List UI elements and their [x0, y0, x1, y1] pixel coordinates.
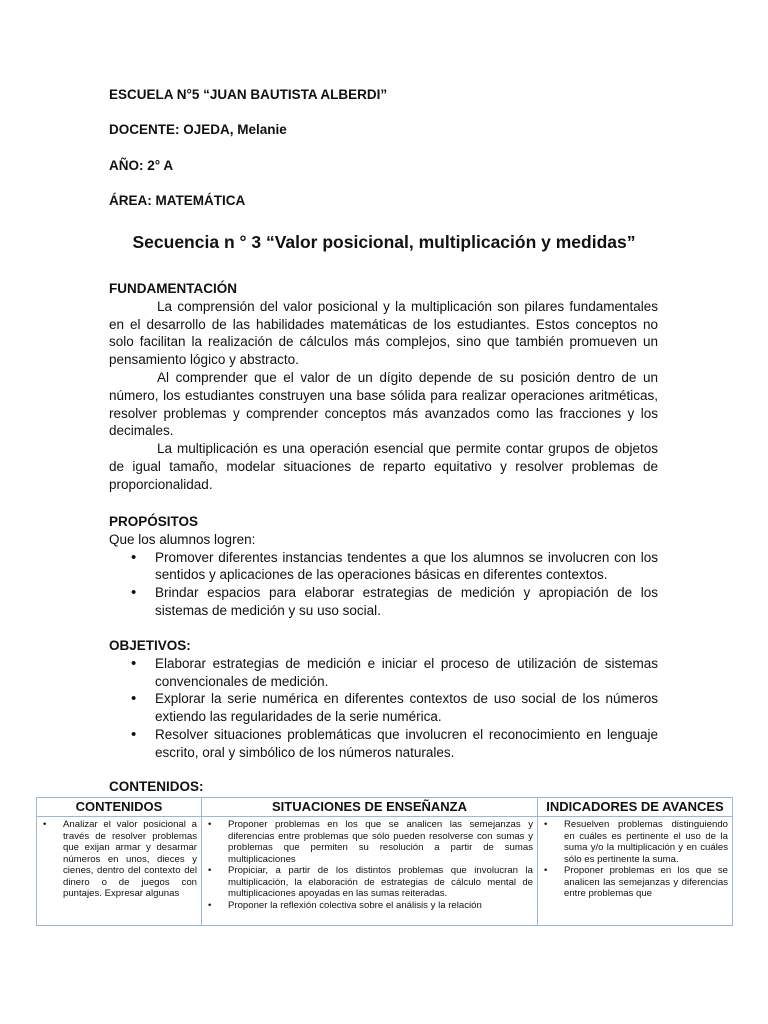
list-item: • Proponer problemas en los que se analicen las semejanzas y diferencias entre problemas que [542, 865, 728, 900]
list-item: • Resuelven problemas distinguiendo en cuáles es pertinente el uso de la suma y/o la multiplicación y en cuáles sólo es pertinente la suma. [542, 819, 728, 865]
list-item: • Explorar la serie numérica en diferentes contextos de uso social de los números extiendo las regularidades de la serie numérica. [109, 690, 658, 726]
list-item: • Brindar espacios para elaborar estrategias de medición y apropiación de los sistemas de medición y su uso social. [109, 584, 658, 620]
fundamentacion-paragraph: La comprensión del valor posicional y la multiplicación son pilares fundamentales en el desarrollo de las habilidades matemáticas de los estudiantes. Estos conceptos no solo facilitan la realización de cálculos más complejos, sino que también promueven un pensamiento lógico y abstracto. [109, 298, 658, 368]
table-cell-indicadores [538, 817, 733, 926]
propositos-intro: Que los alumnos logren: [109, 531, 256, 547]
fundamentacion-heading: FUNDAMENTACIÓN [109, 281, 237, 296]
list-item: • Propiciar, a partir de los distintos problemas que involucran la multiplicación, la elaboración de estrategias de cálculo mental de multiplicaciones apoyadas en las sumas reiteradas. [206, 865, 533, 900]
table-header-row [37, 798, 733, 817]
fundamentacion-paragraph: Al comprender que el valor de un dígito depende de su posición dentro de un número, los estudiantes construyen una base sólida para realizar operaciones aritméticas, resolver problemas y comprender conceptos más avanzados como las fracciones y los decimales. [109, 369, 658, 439]
fundamentacion-paragraph: La multiplicación es una operación esencial que permite contar grupos de objetos de igual tamaño, modelar situaciones de reparto equitativo y resolver problemas de proporcionalidad. [109, 441, 658, 492]
table-cell-contenidos [37, 817, 202, 926]
list-item: • Resolver situaciones problemáticas que involucren el reconocimiento en lenguaje escrito, oral y simbólico de los números naturales. [109, 726, 658, 762]
list-item: • Analizar el valor posicional a través de resolver problemas que exijan armar y desarmar números en unos, dieces y cienes, dentro del contexto del dinero o de juegos con puntajes. Expresar algunas [41, 819, 197, 900]
propositos-section [109, 513, 658, 620]
fundamentacion-section [109, 280, 658, 494]
contenidos-table [36, 797, 733, 926]
school-name: ESCUELA N°5 “JUAN BAUTISTA ALBERDI” [109, 87, 388, 102]
objetivos-section [109, 637, 658, 762]
table-cell-situaciones [202, 817, 538, 926]
column-header-contenidos: CONTENIDOS [37, 798, 202, 817]
list-item: • Promover diferentes instancias tendentes a que los alumnos se involucren con los sentidos y aplicaciones de las operaciones básicas en diferentes contextos. [109, 549, 658, 585]
objetivos-list [109, 655, 658, 762]
contenidos-section [109, 778, 658, 796]
propositos-list [109, 549, 658, 620]
column-header-situaciones: SITUACIONES DE ENSEÑANZA [202, 798, 538, 817]
list-item: • Proponer problemas en los que se analicen las semejanzas y diferencias entre problemas que sólo pueden resolverse con sumas y problemas que permiten su resolución a partir de sumas multiplicaciones [206, 819, 533, 865]
grade-year: AÑO: 2° A [109, 158, 174, 173]
propositos-heading: PROPÓSITOS [109, 514, 199, 529]
list-item: • Proponer la reflexión colectiva sobre el análisis y la relación [206, 900, 533, 912]
sequence-title: Secuencia n ° 3 “Valor posicional, multiplicación y medidas” [132, 232, 636, 252]
contenidos-heading: CONTENIDOS: [109, 779, 204, 794]
subject-area: ÁREA: MATEMÁTICA [109, 193, 246, 208]
table-row [37, 817, 733, 926]
list-item: • Elaborar estrategias de medición e iniciar el proceso de utilización de sistemas convencionales de medición. [109, 655, 658, 691]
objetivos-heading: OBJETIVOS: [109, 638, 191, 653]
column-header-indicadores: INDICADORES DE AVANCES [538, 798, 733, 817]
teacher-name: DOCENTE: OJEDA, Melanie [109, 122, 287, 137]
